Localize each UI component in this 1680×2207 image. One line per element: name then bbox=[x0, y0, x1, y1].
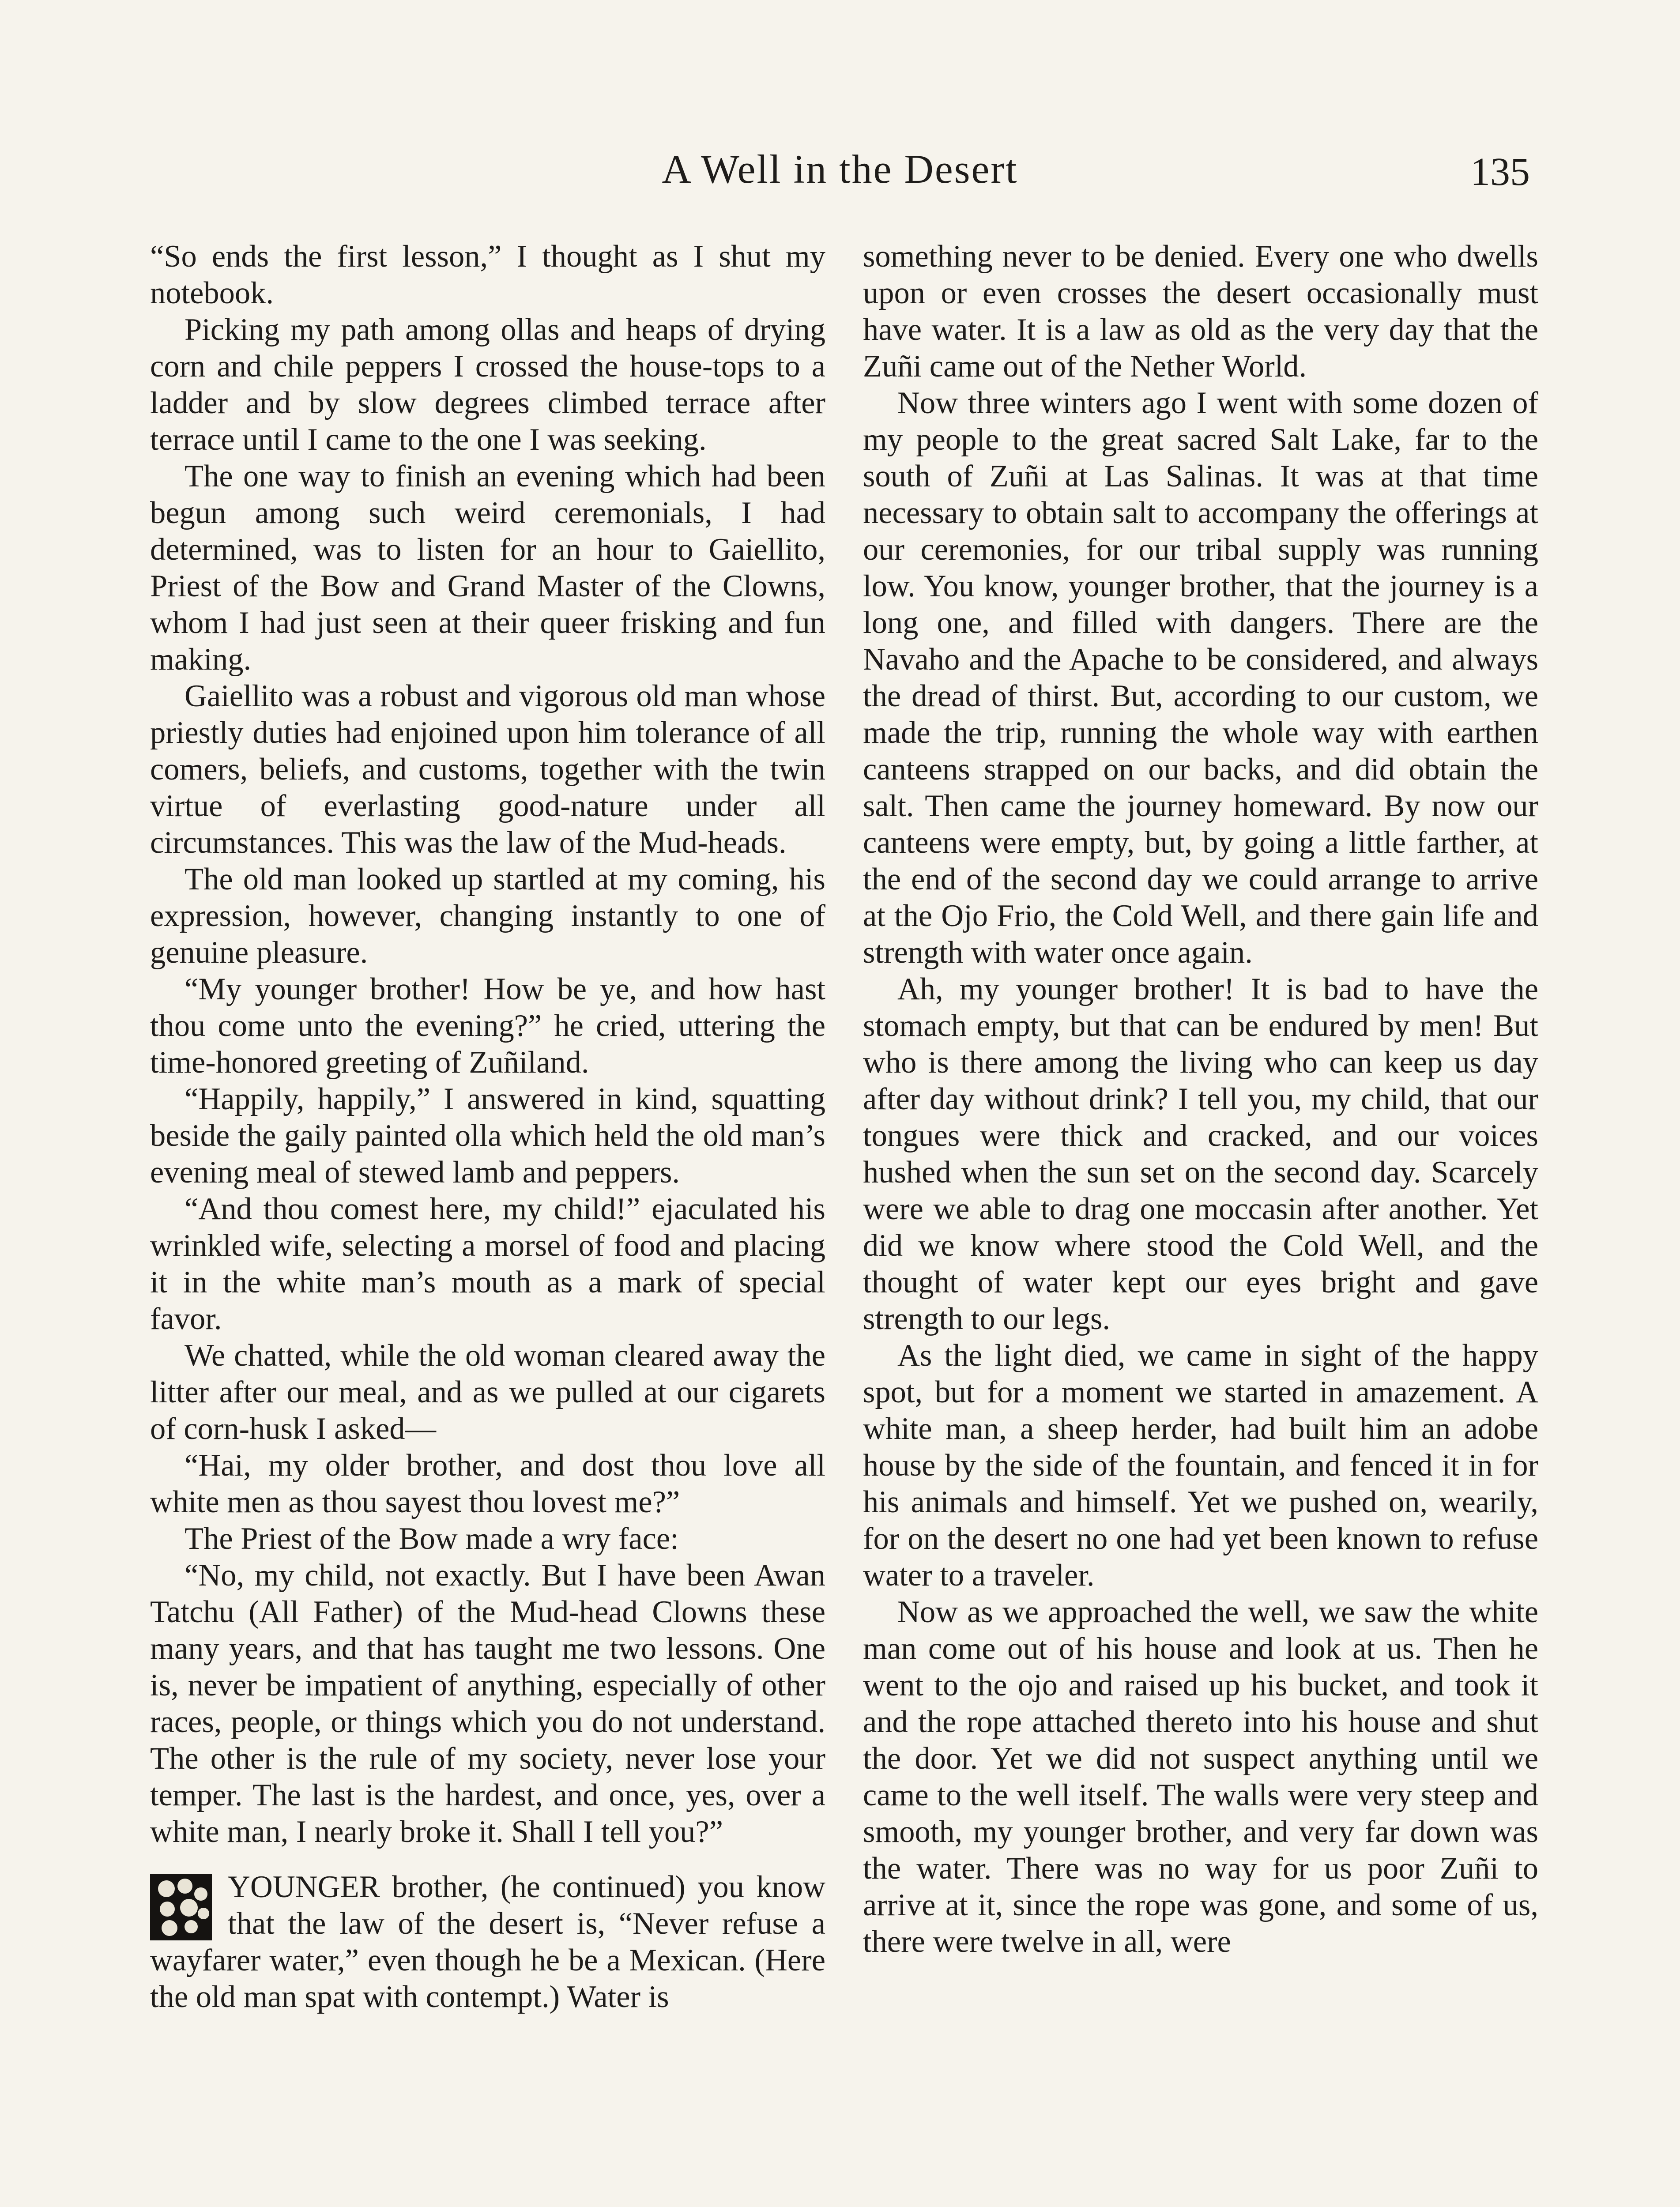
paragraph bbox=[150, 1447, 825, 1521]
paragraph-text: “My younger brother! How be ye, and how hast thou come unto the evening?” he cried, uttering the time-honored greeting of Zuñiland. bbox=[150, 972, 825, 1080]
paragraph-text: “So ends the first lesson,” I thought as I shut my notebook. bbox=[150, 239, 825, 310]
right-text-column bbox=[863, 238, 1538, 1960]
paragraph bbox=[150, 861, 825, 971]
paragraph bbox=[150, 971, 825, 1081]
paragraph bbox=[150, 1081, 825, 1191]
paragraph-text: The old man looked up startled at my coming, his expression, however, changing instantly to one of genuine pleasure. bbox=[150, 862, 825, 970]
paragraph bbox=[863, 385, 1538, 971]
paragraph-text: Now as we approached the well, we saw the white man come out of his house and look at us. Then he went to the ojo and raised up his bucket, and took it and the rope attached thereto into his house and shut the door. Yet we did not suspect anything until we came to the well itself. The walls were very steep and smooth, my younger brother, and very far down was the water. There was no way for us poor Zuñi to arrive at it, since the rope was gone, and some of us, there were twelve in all, were bbox=[863, 1595, 1538, 1959]
paragraph bbox=[150, 1191, 825, 1337]
paragraph bbox=[863, 238, 1538, 385]
paragraph bbox=[150, 1521, 825, 1557]
paragraph-text: something never to be denied. Every one who dwells upon or even crosses the desert occasionally must have water. It is a law as old as the very day that the Zuñi came out of the Nether World. bbox=[863, 239, 1538, 384]
paragraph bbox=[150, 678, 825, 861]
left-text-column bbox=[150, 238, 825, 2015]
paragraph-text: “No, my child, not exactly. But I have been Awan Tatchu (All Father) of the Mud-head Clowns these many years, and that has taught me two lessons. One is, never be impatient of anything, especially of other races, people, or things which you do not understand. The other is the rule of my society, never lose your temper. The last is the hardest, and once, yes, over a white man, I nearly broke it. Shall I tell you?” bbox=[150, 1558, 825, 1849]
paragraph bbox=[150, 458, 825, 678]
paragraph-text: “Happily, happily,” I answered in kind, squatting beside the gaily painted olla which held the old man’s evening meal of stewed lamb and peppers. bbox=[150, 1082, 825, 1190]
paragraph-text: As the light died, we came in sight of the happy spot, but for a moment we started in amazement. A white man, a sheep herder, had built him an adobe house by the side of the fountain, and fenced it in for his animals and himself. Yet we pushed on, wearily, for on the desert no one had yet been known to refuse water to a traveler. bbox=[863, 1338, 1538, 1593]
paragraph bbox=[863, 1594, 1538, 1960]
paragraph bbox=[863, 1337, 1538, 1594]
paragraph bbox=[150, 312, 825, 458]
paragraph-text: We chatted, while the old woman cleared away the litter after our meal, and as we pulled at our cigarets of corn-husk I asked— bbox=[150, 1338, 825, 1446]
paragraph bbox=[863, 971, 1538, 1337]
running-title: A Well in the Desert bbox=[662, 147, 1018, 192]
paragraph-text: Now three winters ago I went with some dozen of my people to the great sacred Salt Lake, far to the south of Zuñi at Las Salinas. It was at that time necessary to obtain salt to accompany the offerings at our ceremonies, for our tribal supply was running low. You know, younger brother, that the journey is a long one, and filled with dangers. There are the Navaho and the Apache to be considered, and always the dread of thirst. But, according to our custom, we made the trip, running the whole way with earthen canteens strapped on our backs, and did obtain the salt. Then came the journey homeward. By now our canteens were empty, but, by going a little farther, at the end of the second day we could arrange to arrive at the Ojo Frio, the Cold Well, and there gain life and strength with water once again. bbox=[863, 386, 1538, 970]
paragraph-text: The one way to finish an evening which had been begun among such weird ceremonials, I had determined, was to listen for an hour to Gaiellito, Priest of the Bow and Grand Master of the Clowns, whom I had just seen at their queer frisking and fun making. bbox=[150, 459, 825, 677]
paragraph-text: The Priest of the Bow made a wry face: bbox=[185, 1522, 679, 1556]
paragraph-text: Ah, my younger brother! It is bad to have the stomach empty, but that can be endured by men! But who is there among the living who can keep us day after day without drink? I tell you, my child, that our tongues were thick and cracked, and our voices hushed when the sun set on the second day. Scarcely were we able to drag one moccasin after another. Yet did we know where stood the Cold Well, and the thought of water kept our eyes bright and gave strength to our legs. bbox=[863, 972, 1538, 1336]
paragraph bbox=[150, 238, 825, 312]
paragraph-text: Picking my path among ollas and heaps of drying corn and chile peppers I crossed the house-tops to a ladder and by slow degrees climbed terrace after terrace until I came to the one I was seeking. bbox=[150, 313, 825, 457]
paragraph bbox=[150, 1557, 825, 1850]
paragraph bbox=[150, 1337, 825, 1447]
ornamental-dropcap-icon bbox=[150, 1874, 212, 1940]
paragraph-text: “And thou comest here, my child!” ejaculated his wrinkled wife, selecting a morsel of food and placing it in the white man’s mouth as a mark of special favor. bbox=[150, 1192, 825, 1336]
paragraph-text: “Hai, my older brother, and dost thou love all white men as thou sayest thou lovest me?” bbox=[150, 1448, 825, 1519]
running-header bbox=[150, 146, 1530, 203]
paragraph-text: Gaiellito was a robust and vigorous old man whose priestly duties had enjoined upon him tolerance of all comers, beliefs, and customs, together with the twin virtue of everlasting good-nature under all circumstances. This was the law of the Mud-heads. bbox=[150, 679, 825, 860]
page-number: 135 bbox=[1470, 150, 1530, 194]
paragraph-text: YOUNGER brother, (he continued) you know that the law of the desert is, “Never refuse a wayfarer water,” even though he be a Mexican. (Here the old man spat with contempt.) Water is bbox=[150, 1870, 825, 2014]
paragraph bbox=[150, 1869, 825, 2015]
